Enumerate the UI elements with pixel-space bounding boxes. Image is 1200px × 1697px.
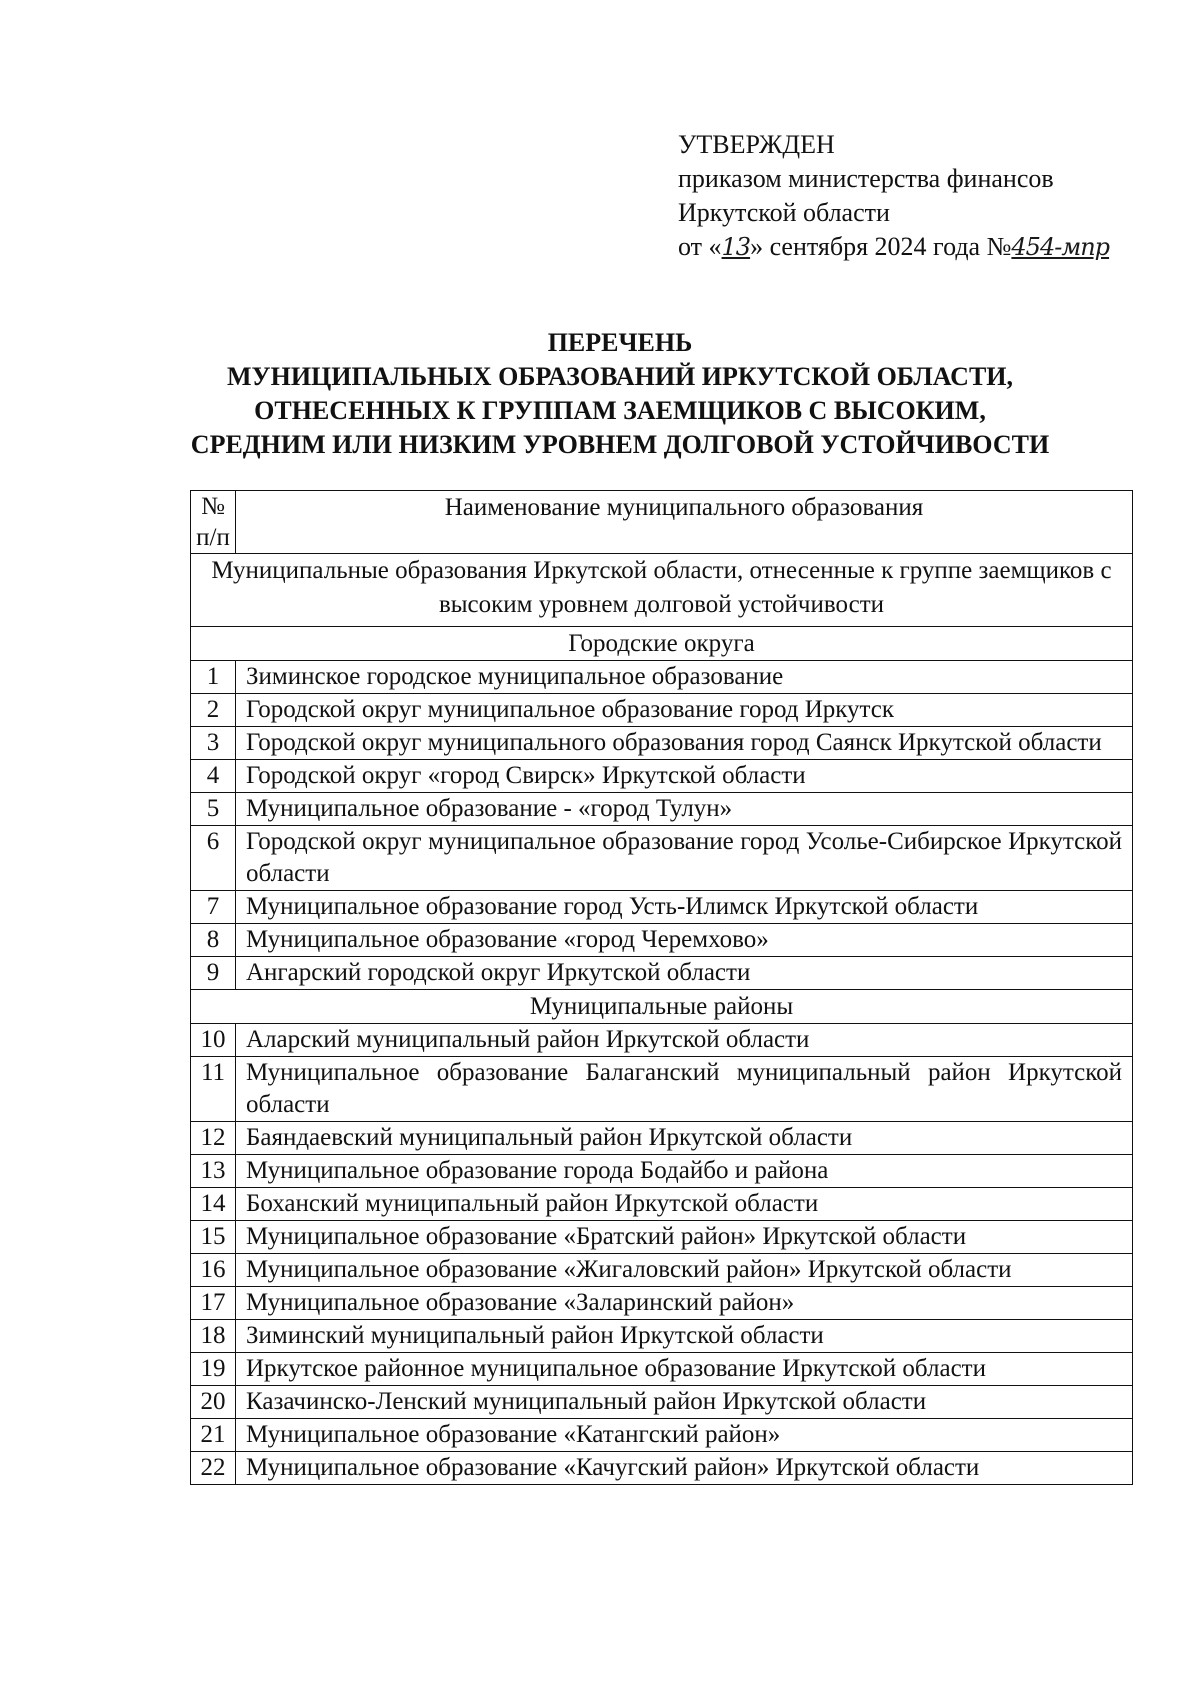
header-number: № п/п xyxy=(191,491,236,554)
group-title-row xyxy=(191,554,1133,627)
section-title-city-districts: Городские округа xyxy=(191,627,1133,661)
table-row xyxy=(191,1155,1133,1188)
row-name: Муниципальное образование «Катангский район» xyxy=(236,1419,1133,1452)
table-row xyxy=(191,661,1133,694)
approval-date-line xyxy=(678,230,1109,264)
date-day-handwritten: 13 xyxy=(721,233,751,261)
table-row xyxy=(191,826,1133,891)
row-number: 19 xyxy=(191,1353,236,1386)
table-row xyxy=(191,760,1133,793)
title-line-4: СРЕДНИМ ИЛИ НИЗКИМ УРОВНЕМ ДОЛГОВОЙ УСТОЙЧИВОСТИ xyxy=(190,430,1050,459)
table-row xyxy=(191,1287,1133,1320)
table-row xyxy=(191,727,1133,760)
row-number: 13 xyxy=(191,1155,236,1188)
row-name: Зиминское городское муниципальное образование xyxy=(236,661,1133,694)
approval-block xyxy=(678,128,1109,264)
title-line-1: ПЕРЕЧЕНЬ xyxy=(547,328,693,357)
row-number: 14 xyxy=(191,1188,236,1221)
row-name: Городской округ муниципальное образование город Усолье-Сибирское Иркутской области xyxy=(236,826,1133,891)
row-name: Муниципальное образование «Качугский район» Иркутской области xyxy=(236,1452,1133,1485)
group-title: Муниципальные образования Иркутской области, отнесенные к группе заемщиков с высоким уровнем долговой устойчивости xyxy=(191,554,1133,627)
row-name: Зиминский муниципальный район Иркутской области xyxy=(236,1320,1133,1353)
row-number: 22 xyxy=(191,1452,236,1485)
row-name: Городской округ «город Свирск» Иркутской области xyxy=(236,760,1133,793)
section-row-city-districts xyxy=(191,627,1133,661)
table-header-row xyxy=(191,491,1133,554)
row-name: Аларский муниципальный район Иркутской области xyxy=(236,1024,1133,1057)
section-title-municipal-districts: Муниципальные районы xyxy=(191,990,1133,1024)
row-number: 7 xyxy=(191,891,236,924)
title-line-3: ОТНЕСЕННЫХ К ГРУППАМ ЗАЕМЩИКОВ С ВЫСОКИМ, xyxy=(254,396,986,425)
table-row xyxy=(191,1057,1133,1122)
table-row xyxy=(191,1122,1133,1155)
document-title xyxy=(150,326,1090,462)
row-number: 8 xyxy=(191,924,236,957)
row-name: Муниципальное образование «Братский район» Иркутской области xyxy=(236,1221,1133,1254)
row-name: Муниципальное образование - «город Тулун» xyxy=(236,793,1133,826)
table-row xyxy=(191,891,1133,924)
approval-line-2: Иркутской области xyxy=(678,198,890,227)
municipalities-table xyxy=(190,490,1133,1485)
row-name: Баяндаевский муниципальный район Иркутской области xyxy=(236,1122,1133,1155)
approval-heading: УТВЕРЖДЕН xyxy=(678,130,835,159)
table-row xyxy=(191,1452,1133,1485)
table-row xyxy=(191,1320,1133,1353)
table-row xyxy=(191,793,1133,826)
table-row xyxy=(191,694,1133,727)
row-name: Муниципальное образование «Жигаловский район» Иркутской области xyxy=(236,1254,1133,1287)
date-prefix: от « xyxy=(678,232,722,261)
row-number: 18 xyxy=(191,1320,236,1353)
table-row xyxy=(191,924,1133,957)
title-line-2: МУНИЦИПАЛЬНЫХ ОБРАЗОВАНИЙ ИРКУТСКОЙ ОБЛАСТИ, xyxy=(226,362,1014,391)
row-number: 9 xyxy=(191,957,236,990)
row-name: Муниципальное образование «Заларинский район» xyxy=(236,1287,1133,1320)
row-number: 17 xyxy=(191,1287,236,1320)
row-name: Иркутское районное муниципальное образование Иркутской области xyxy=(236,1353,1133,1386)
table-row xyxy=(191,1419,1133,1452)
row-name: Муниципальное образование Балаганский муниципальный район Иркутской области xyxy=(236,1057,1133,1122)
row-number: 2 xyxy=(191,694,236,727)
row-number: 3 xyxy=(191,727,236,760)
date-middle: » сентября 2024 года № xyxy=(750,232,1012,261)
row-name: Казачинско-Ленский муниципальный район Иркутской области xyxy=(236,1386,1133,1419)
table-row xyxy=(191,1386,1133,1419)
row-number: 16 xyxy=(191,1254,236,1287)
row-name: Городской округ муниципальное образование город Иркутск xyxy=(236,694,1133,727)
row-number: 21 xyxy=(191,1419,236,1452)
row-number: 6 xyxy=(191,826,236,891)
row-number: 12 xyxy=(191,1122,236,1155)
row-number: 20 xyxy=(191,1386,236,1419)
row-number: 11 xyxy=(191,1057,236,1122)
row-name: Боханский муниципальный район Иркутской области xyxy=(236,1188,1133,1221)
row-number: 5 xyxy=(191,793,236,826)
order-number-handwritten: 454-мпр xyxy=(1011,233,1110,261)
table-row xyxy=(191,1024,1133,1057)
table-row xyxy=(191,1254,1133,1287)
row-number: 1 xyxy=(191,661,236,694)
approval-line-1: приказом министерства финансов xyxy=(678,164,1054,193)
header-name: Наименование муниципального образования xyxy=(236,491,1133,554)
row-number: 10 xyxy=(191,1024,236,1057)
row-number: 4 xyxy=(191,760,236,793)
row-number: 15 xyxy=(191,1221,236,1254)
table-row xyxy=(191,1221,1133,1254)
table-row xyxy=(191,957,1133,990)
table-row xyxy=(191,1353,1133,1386)
row-name: Муниципальное образование города Бодайбо и района xyxy=(236,1155,1133,1188)
section-row-municipal-districts xyxy=(191,990,1133,1024)
row-name: Муниципальное образование «город Черемхово» xyxy=(236,924,1133,957)
row-name: Ангарский городской округ Иркутской области xyxy=(236,957,1133,990)
row-name: Городской округ муниципального образования город Саянск Иркутской области xyxy=(236,727,1133,760)
table-row xyxy=(191,1188,1133,1221)
row-name: Муниципальное образование город Усть-Илимск Иркутской области xyxy=(236,891,1133,924)
